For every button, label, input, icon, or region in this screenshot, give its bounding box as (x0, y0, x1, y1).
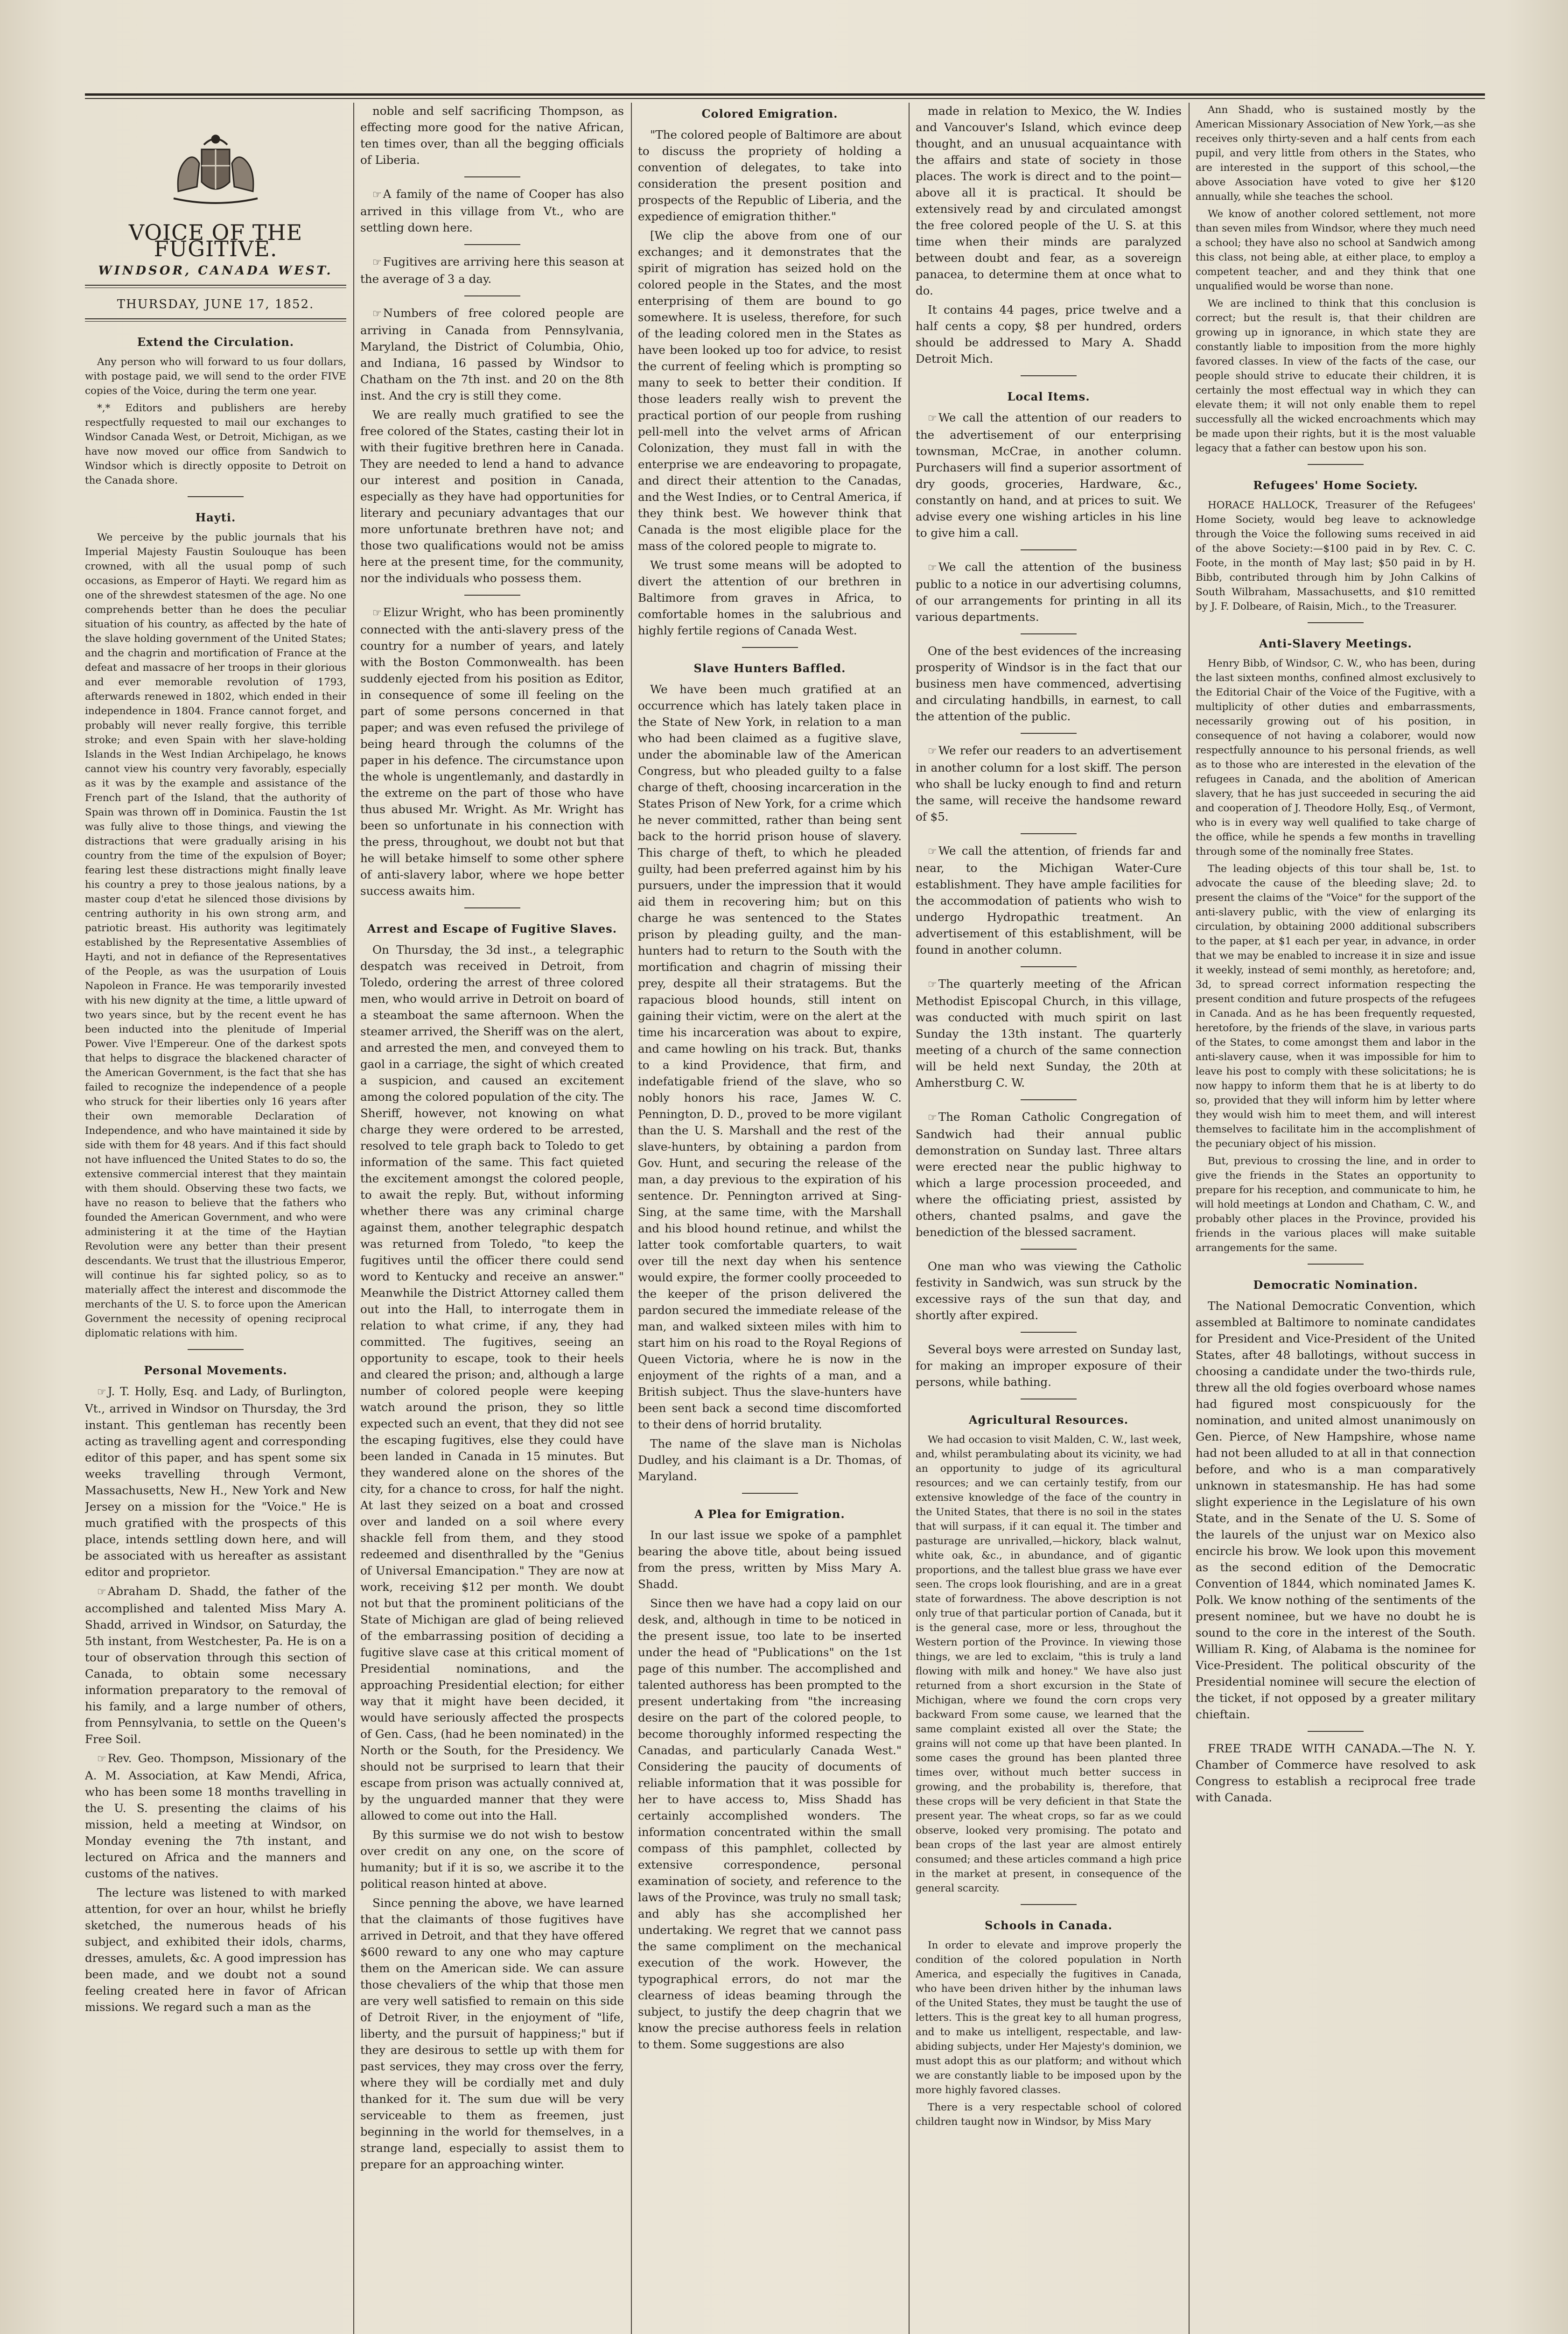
divider (1308, 1264, 1364, 1265)
article-paragraph: "The colored people of Baltimore are about to discuss the propriety of holding a convention of delegates, to take into consideration the present position and prospects of the Republic of Liberia, and the expedience of emigration thither." (638, 128, 902, 223)
article-paragraph: We know of another colored settlement, not more than seven miles from Windsor, where they much need a school; they have also no school at Sandwich among this class, not being able, at either place, to employ a competent teacher, and and they think that one unqualified would be worse than none. (1196, 208, 1476, 292)
divider (1021, 375, 1077, 376)
pointing-hand-icon: ☞ (372, 189, 381, 201)
divider (1021, 733, 1077, 734)
divider (188, 496, 244, 497)
article-paragraph (916, 976, 1182, 1091)
section-heading: Local Items. (1007, 390, 1090, 403)
column-rule (909, 103, 910, 2334)
divider (1021, 966, 1077, 967)
paragraph-text: The Roman Catholic Congregation of Sandwich had their annual public demonstration on Sunday last. Three altars were erected near the public highway to which a large procession proceeded, and where the officiating priest, assisted by others, chanted psalms, and gave the benediction of the blessed sacrament. (916, 1110, 1182, 1239)
divider (464, 244, 520, 245)
article-paragraph: One of the best evidences of the increasing prosperity of Windsor is in the fact that our business men have commenced, advertising and circulating handbills, in earnest, to call the attention of the public. (916, 644, 1182, 723)
article-paragraph: [We clip the above from one of our exchanges; and it demonstrates that the spirit of migration has seized hold on the colored people in the States, and the most enterprising of them are bound to go somewhere. It is useless, therefore, for such of the leading colored men in the States as have been looked up too for advice, to resist the current of feeling which is prompting so many to seek to better their condition. If those leaders really wish to prevent the practical portion of our people from rushing pell-mell into the velvet arms of African Colonization, they must fall in with the enterprise we are endeavoring to propagate, and direct their attention to the Canadas, and the West Indies, or to Central America, if they think best. We however think that Canada is the most eligible place for the mass of the colored people to migrate to. (638, 229, 902, 553)
article-paragraph: Any person who will forward to us four dollars, with postage paid, we will send to the order FIVE copies of the Voice, during the term one year. (85, 356, 346, 397)
divider (1021, 549, 1077, 550)
paragraph-text: Fugitives are arriving here this season at the average of 3 a day. (360, 255, 624, 286)
article-paragraph: There is a very respectable school of colored children taught now in Windsor, by Miss Mary (916, 2102, 1182, 2128)
article-paragraph: We have been much gratified at an occurrence which has lately taken place in the State of New York, in relation to a man who had been claimed as a fugitive slave, under the abominable law of the American Congress, but who pleaded guilty to a false charge of theft, choosing incarceration in the States Prison of New York, for a crime which he never committed, rather than being sent back to the horrid prison house of slavery. This charge of theft, to which he pleaded guilty, had been preferred against him by his pursuers, under the impression that it would aid them in recovering him; but on this charge he was sentenced to the States prison by pleading guilty, and the man-hunters had to return to the South with the mortification and chagrin of missing their prey, despite all their stratagems. But the rapacious blood hounds, still intent on gaining their victim, were on the alert at the time his incarceration was about to expire, and came howling on his track. But, thanks to a kind Providence, that firm, and indefatigable friend of the slave, who so nobly honors his race, James W. C. Pennington, D. D., proved to be more vigilant than the U. S. Marshall and the rest of the slave-hunters, by obtaining a pardon from Gov. Hunt, and securing the release of the man, a day previous to the expiration of his sentence. Dr. Pennington arrived at Sing-Sing, at the same time, with the Marshall and his blood hound retinue, and whilst the latter took comfortable quarters, to wait over till the next day when his sentence would expire, the former coolly proceeded to the keeper of the prison delivered the pardon secured the immediate release of the man, and walked sixteen miles with him to start him on his road to the Royal Regions of Queen Victoria, where he is now in the enjoyment of the rights of a man, and a British subject. Thus the slave-hunters have been sent back a second time discomforted to their dens of horrid brutality. (638, 682, 902, 1431)
article-paragraph: We had occasion to visit Malden, C. W., last week, and, whilst perambulating about its vicinity, we had an opportunity to judge of its agricultural resources; and we can certainly testify, from our extensive knowledge of the face of the country in the United States, that there is no soil in the states that will surpass, if it can equal it. The timber and pasturage are unrivalled,—hickory, black walnut, white oak, &c., in abundance, and of gigantic proportions, and the tallest blue grass we have ever seen. The crops look flourishing, and are in a great state of forwardness. The above description is not only true of that particular portion of Canada, but it is the general case, more or less, throughout the Western portion of the Province. In viewing those things, we are led to exclaim, "this is truly a land flowing with milk and honey." We have also just returned from a short excursion in the State of Michigan, where we found the corn crops very backward From some cause, we learned that the same complaint existed all over the State; the grains will not come up that have been planted. In some cases the ground has been planted three times over, without much better success in growing, and the probability is, therefore, that these crops will be very deficient in that State the present year. The wheat crops, so far as we could observe, looked very promising. The potato and bean crops of the last year are almost entirely consumed; and these articles command a high price in the market at present, in consequence of the general scarcity. (916, 1434, 1182, 1894)
paragraph-text: Abraham D. Shadd, the father of the accomplished and talented Miss Mary A. Shadd, arrived in Windsor, on Saturday, the 5th instant, from Westchester, Pa. He is on a tour of observation through this section of Canada, to obtain some necessary information preparatory to the removal of his family, and a large number of others, from Pennsylvania, to settle on the Queen's Free Soil. (85, 1584, 346, 1746)
pointing-hand-icon: ☞ (97, 1753, 106, 1765)
paragraph-text: Numbers of free colored people are arriving in Canada from Pennsylvania, Maryland, the District of Columbia, Ohio, and Indiana, 16 passed by Windsor to Chatham on the 7th inst. and 20 on the 8th inst. And the cry is still they come. (360, 306, 624, 402)
article-paragraph: Henry Bibb, of Windsor, C. W., who has been, during the last sixteen months, confined almost exclusively to the Editorial Chair of the Voice of the Fugitive, with a multiplicity of other duties and embarrassments, necessarily growing out of his position, in consequence of not having a colaborer, would now respectfully announce to his personal friends, as well as to those who are interested in the elevation of the refugees in Canada, and the abolition of American slavery, that he has just succeeded in securing the aid and cooperation of J. Theodore Holly, Esq., of Vermont, who is in every way well qualified to take charge of the office, while he spends a few months in travelling through some of the nominally free States. (1196, 658, 1476, 858)
pointing-hand-icon: ☞ (372, 308, 381, 320)
pointing-hand-icon: ☞ (928, 413, 937, 424)
article-paragraph (360, 305, 624, 404)
royal-coat-of-arms-icon (150, 131, 281, 210)
newspaper-location: WINDSOR, CANADA WEST. (98, 264, 333, 278)
top-rule (85, 93, 1485, 96)
section-heading: Refugees' Home Society. (1253, 478, 1418, 492)
divider (1021, 1332, 1077, 1333)
article-paragraph: On Thursday, the 3d inst., a telegraphic despatch was received in Detroit, from Toledo, ordering the arrest of three colored men, who would arrive in Detroit on board of a steamboat the same afternoon. When the steamer arrived, the Sheriff was on the alert, and arrested the men, and conveyed them to gaol in a carriage, the sight of which created a suspicion, and caused an excitement among the colored population of the city. The Sheriff, however, not knowing on what charge they were ordered to be arrested, resolved to tele graph back to Toledo to get information of the same. This fact quieted the excitement amongst the colored people, to await the reply. But, without informing whether there was any criminal charge against them, another telegraphic despatch was returned from Toledo, "to keep the fugitives until the officer there could send word to Kentucky and receive an answer." Meanwhile the District Attorney called them out into the Hall, to interrogate them in relation to what crime, if any, they had committed. The fugitives, seeing an opportunity to escape, took to their heels and cleared the prison; and, although a large number of colored people were keeping watch around the prison, they so little expected such an event, that they did not see the escaping fugitives, else they could have been landed in Canada in 15 minutes. But they wandered alone on the shores of the city, for a chance to cross, for half the night. At last they seized on a boat and crossed over and landed on a soil where every shackle fell from them, and they stood redeemed and disenthralled by the "Genius of Universal Emancipation." They are now at work, receiving $12 per month. We doubt not but that the prominent politicians of the State of Michigan are glad of being relieved of the embarrassing position of deciding a fugitive slave case at this critical moment of Presidential nominations, and the approaching Presidential election; for either way that it might have been decided, it would have seriously affected the prospects of Gen. Cass, (had he been nominated) in the North or the South, for the Presidency. We should not be surprised to learn that their escape from prison was actually connived at, by the unguarded manner that they were allowed to come out into the Hall. (360, 943, 624, 1822)
divider (742, 647, 798, 648)
column-rule (1189, 103, 1190, 2334)
divider (1021, 1904, 1077, 1905)
article-paragraph (916, 1109, 1182, 1240)
section-heading: Democratic Nomination. (1253, 1278, 1418, 1292)
article-paragraph (85, 1383, 346, 1580)
article-paragraph: Since penning the above, we have learned that the claimants of those fugitives have arrived in Detroit, and that they have offered $600 reward to any one who may capture them on the American side. We can assure those chevaliers of the whip that those men are very well satisfied to remain on this side of Detroit River, in the enjoyment of "life, liberty, and the pursuit of happiness;" but if they are desirous to settle up with them for past services, they may cross over the ferry, where they will be cordially met and duly thanked for it. The sum due will be very serviceable to them as freemen, just beginning in the world for themselves, in a strange land, especially to assist them to prepare for an approaching winter. (360, 1896, 624, 2171)
issue-date: THURSDAY, JUNE 17, 1852. (117, 297, 315, 311)
paragraph-text: We call the attention of the business public to a notice in our advertising columns, of our arrangements for printing in all its various departments. (916, 560, 1182, 624)
page-frame (85, 93, 1485, 2334)
article-paragraph: HORACE HALLOCK, Treasurer of the Refugees' Home Society, would beg leave to acknowledge through the Voice the following sums received in aid of the above Society:—$100 paid in by Rev. C. C. Foote, in the month of May last; $50 paid in by H. Bibb, contributed through him by John Calkins of South Wilbraham, Massachusetts, and $10 remitted by J. F. Dolbeare, of Raisin, Mich., to the Treasurer. (1196, 499, 1476, 612)
article-paragraph: Ann Shadd, who is sustained mostly by the American Missionary Association of New York,—as she receives only thirty-seven and a half cents from each pupil, and very little from others in the States, who are interested in the support of this school,—the above Association have voted to give her $120 annually, while she teaches the school. (1196, 104, 1476, 203)
pointing-hand-icon: ☞ (97, 1586, 106, 1598)
section-heading: Personal Movements. (144, 1364, 287, 1377)
article-paragraph: But, previous to crossing the line, and in order to give the friends in the States an opportunity to prepare for his reception, and communicate to him, he will hold meetings at London and Chatham, C. W., and probably other places in the Province, provided his friends in the various places will make suitable arrangements for the same. (1196, 1155, 1476, 1254)
divider (1308, 464, 1364, 465)
article-paragraph (916, 559, 1182, 625)
column-2 (360, 103, 624, 2334)
pointing-hand-icon: ☞ (928, 979, 937, 991)
paragraph-text: We refer our readers to an advertisement in another column for a lost skiff. The person who shall be lucky enough to find and return the same, will receive the handsome reward of $5. (916, 744, 1182, 823)
section-heading: Agricultural Resources. (968, 1413, 1129, 1427)
column-rule (631, 103, 632, 2334)
newspaper-title: VOICE OF THE FUGITIVE. (128, 220, 303, 261)
pointing-hand-icon: ☞ (372, 257, 381, 268)
pointing-hand-icon: ☞ (928, 846, 937, 858)
paragraph-text: The quarterly meeting of the African Methodist Episcopal Church, in this village, was conducted with much spirit on last Sunday the 13th instant. The quarterly meeting of a church of the same connection will be held next Sunday, the 20th at Amherstburg C. W. (916, 977, 1182, 1090)
pointing-hand-icon: ☞ (97, 1386, 106, 1398)
paragraph-text: J. T. Holly, Esq. and Lady, of Burlington, Vt., arrived in Windsor on Thursday, the 3rd instant. This gentleman has recently been acting as travelling agent and corresponding editor of this paper, and has spent some six weeks travelling through Vermont, Massachusetts, New H., New York and New Jersey on a mission for the "Voice." He is much gratified with the prospects of this place, intends settling down here, and will be associated with us hereafter as assistant editor and proprietor. (85, 1385, 346, 1579)
article-paragraph: Since then we have had a copy laid on our desk, and, although in time to be noticed in the present issue, too late to be inserted under the head of "Publications" on the 1st page of this number. The accomplished and talented authoress has been prompted to the present undertaking from "the increasing desire on the part of the colored people, to become thoroughly informed respecting the Canadas, and particularly Canada West." Considering the paucity of documents of reliable information that it was possible for her to have access to, Miss Shadd has certainly accomplished wonders. The information concentrated within the small compass of this pamphlet, collected by extensive correspondence, personal examination of society, and reference to the laws of the Province, was truly no small task; and ably has she accomplished her undertaking. We regret that we cannot pass the same compliment on the mechanical execution of the work. However, the typographical errors, do not mar the clearness of ideas beaming through the subject, to justify the deep chagrin that we know the precise authoress feels in relation to them. Some suggestions are also (638, 1596, 902, 2051)
divider (464, 176, 520, 177)
divider (1308, 1731, 1364, 1732)
divider (1308, 622, 1364, 623)
top-rule-thin (85, 98, 1485, 99)
paragraph-text: Rev. Geo. Thompson, Missionary of the A. M. Association, at Kaw Mendi, Africa, who has been some 18 months travelling in the U. S. presenting the claims of his mission, held a meeting at Windsor, on Monday evening the 7th instant, and lectured on Africa and the manners and customs of the natives. (85, 1751, 346, 1880)
pointing-hand-icon: ☞ (928, 745, 937, 757)
article-paragraph: By this surmise we do not wish to bestow over credit on any one, on the score of humanity; but if it is so, we ascribe it to the political reason hinted at above. (360, 1828, 624, 1891)
article-paragraph: The name of the slave man is Nicholas Dudley, and his claimant is a Dr. Thomas, of Maryland. (638, 1437, 902, 1483)
article-paragraph (360, 253, 624, 287)
section-heading: Extend the Circulation. (137, 335, 294, 349)
column-3 (638, 103, 902, 2334)
paragraph-text: Elizur Wright, who has been prominently connected with the anti-slavery press of the country for a number of years, and lately with the Boston Commonwealth. has been suddenly ejected from his position as Editor, in consequence of some ill feeling on the part of some persons concerned in that paper; and was even refused the privilege of being heard through the columns of the paper in his defence. The circumstance upon the whole is ungentlemanly, and dastardly in the extreme on the part of those who have thus abused Mr. Wright. As Mr. Wright has been so unfortunate in his connection with the press, throughout, we doubt not but that he will betake himself to some other sphere of anti-slavery labor, where we hope better success awaits him. (360, 605, 624, 898)
article-paragraph: We perceive by the public journals that his Imperial Majesty Faustin Soulouque has been crowned, with all the usual pomp of such occasions, as Emperor of Hayti. We regard him as one of the shrewdest statesmen of the age. No one comprehends better than he does the peculiar situation of his country, as affected by the hate of the slave holding government of the United States; and the chagrin and mortification of France at the defeat and massacre of her troops in their glorious and ever memorable revolution of 1793, afterwards renewed in 1802, which ended in their independence in 1804. France cannot forget, and probably will never really forgive, this terrible stroke; and even Spain with her slave-holding Islands in the West Indian Archipelago, he knows cannot view his country very favorably, especially as it was by the example and assistance of the French part of the Island, that the authority of Spain was thrown off in Dominica. Faustin the 1st was fully alive to those things, and viewing the distractions that were gradually arising in his country from the time of the expulsion of Boyer; fearing lest these distractions might finally leave his country a prey to those jealous nations, by a master coup d'etat he silenced those divisions by centring authority in his own strong arm, and patriotic breast. His authority was legitimately established by the Representative Assemblies of Hayti, and not in defiance of the Representatives of the People, as was the usurpation of Louis Napoleon in France. He was temporarily invested with his new dignity at the time, a little upward of two years since, but by the recent event he has been inducted into the plenitude of Imperial Power. Vive l'Empereur. One of the darkest spots that helps to disgrace the blackened character of the American Government, is the fact that she has failed to recognize the independence of a people who struck for their liberties only 16 years after their own memorable Declaration of Independence, and who have maintained it side by side with them for 48 years. And if this fact should not have influenced the United States to do so, the extensive commercial interest that they maintain with them should. Observing these two facts, we have no reason to believe that the fathers who founded the American Government, and who were administering it at the time of the Haytian Revolution were any better than their present descendants. We trust that the illustrious Emperor, will continue his far sighted policy, so as to materially affect the interest and discommode the merchants of the U. S. to force upon the American Government the necessity of opening reciprocal diplomatic relations with him. (85, 532, 346, 1339)
section-heading: Arrest and Escape of Fugitive Slaves. (367, 922, 617, 935)
article-paragraph: The lecture was listened to with marked attention, for over an hour, whilst he briefly sketched, the numerous heads of his subject, and exhibited their idols, charms, dresses, amulets, &c. A good impression has been made, and we doubt not a sound feeling created here in favor of African missions. We regard such a man as the (85, 1886, 346, 2014)
divider (1021, 1249, 1077, 1250)
article-paragraph: In order to elevate and improve properly the condition of the colored population in North America, and especially the fugitives in Canada, who have been driven hither by the inhuman laws of the United States, they must be taught the use of letters. This is the great key to all human progress, and to make us intelligent, respectable, and law-abiding subjects, under Her Majesty's dominion, we must adopt this as our platform; and without which we are constantly liable to be imposed upon by the more highly favored classes. (916, 1940, 1182, 2096)
article-paragraph (360, 604, 624, 899)
article-paragraph: noble and self sacrificing Thompson, as effecting more good for the native African, ten times over, than all the begging officials of Liberia. (360, 104, 624, 167)
masthead-rule (85, 318, 346, 322)
article-paragraph: In our last issue we spoke of a pamphlet bearing the above title, about being issued from the press, written by Miss Mary A. Shadd. (638, 1528, 902, 1591)
divider (464, 595, 520, 596)
paragraph-text: We call the attention of our readers to the advertisement of our enterprising townsman, McCrae, in another column. Purchasers will find a superior assortment of dry goods, groceries, Hardware, &c., constantly on hand, and at prices to suit. We advise every one wishing articles in his line to give him a call. (916, 411, 1182, 540)
article-paragraph: The leading objects of this tour shall be, 1st. to advocate the cause of the bleeding slave; 2d. to present the claims of the "Voice" for the support of the anti-slavery public, with the view of enlarging its circulation, by obtaining 2000 additional subscribers to the paper, at $1 each per year, in advance, in order that we may be enabled to increase it in size and issue it weekly, instead of semi monthly, as heretofore; and, 3d, to spread correct information respecting the present condition and future prospects of the refugees in Canada. And as he has been frequently requested, heretofore, by the friends of the slave, in various parts of the States, to come amongst them and labor in the anti-slavery cause, when it was impossible for him to leave his post to comply with these solicitations; he is now happy to inform them that he is at liberty to do so, provided that they will inform him by letter where they would wish him to meet them, and will interest themselves to facilitate him in the accomplishment of the pecuniary object of his mission. (1196, 863, 1476, 1150)
masthead (85, 103, 346, 322)
article-paragraph (916, 843, 1182, 958)
section-heading: Hayti. (195, 511, 236, 524)
article-paragraph: The National Democratic Convention, which assembled at Baltimore to nominate candidates for President and Vice-President of the United States, after 48 ballotings, without success in choosing a candidate under the two-thirds rule, threw all the old fogies overboard whose names had figured most conspicuously for the nomination, and united almost unanimously on Gen. Pierce, of New Hampshire, whose name had not been alluded to at all in that connection before, and who is a man comparatively unknown in statesmanship. He has had some slight experience in the Legislature of his own State, and in the Senate of the U. S. Some of the laurels of the unjust war on Mexico also encircle his brow. We look upon this movement as the second edition of the Democratic Convention of 1844, which nominated James K. Polk. We know nothing of the sentiments of the present nominee, but we have no doubt he is sound to the core in the interest of the South. William R. King, of Alabama is the nominee for Vice-President. The political obscurity of the Presidential nominee will secure the election of the ticket, if not opposed by a greater military chieftain. (1196, 1299, 1476, 1721)
divider (188, 1349, 244, 1350)
article-paragraph: Several boys were arrested on Sunday last, for making an improper exposure of their persons, while bathing. (916, 1343, 1182, 1389)
pointing-hand-icon: ☞ (928, 562, 937, 574)
section-heading: Colored Emigration. (701, 107, 838, 120)
article-paragraph: We are inclined to think that this conclusion is correct; but the result is, that their children are growing up in ignorance, in which state they are constantly liable to imposition from the more highly favored classes. In view of the facts of the case, our people should strive to educate their children, it is certainly the most effectual way in which they can elevate them; it will not only enable them to repel successfully all the wicked encroachments which may be made upon their rights, but it is the most valuable legacy that a father can bestow upon his son. (1196, 298, 1476, 454)
divider (742, 1493, 798, 1494)
article-paragraph (916, 409, 1182, 541)
column-rule (353, 103, 354, 2334)
article-paragraph (85, 1750, 346, 1882)
paragraph-text: A family of the name of Cooper has also arrived in this village from Vt., who are settling down here. (360, 187, 624, 234)
article-paragraph: made in relation to Mexico, the W. Indies and Vancouver's Island, which evince deep thought, and an unusual acquaintance with the affairs and state of society in those places. The work is direct and to the point—above all it is practical. It should be extensively read by and circulated amongst the free colored people of the U. S. at this time when their minds are paralyzed between doubt and fear, as a sovereign panacea, to determine them at once what to do. (916, 104, 1182, 297)
divider (1021, 633, 1077, 634)
column-5 (1196, 103, 1476, 2334)
section-heading: Schools in Canada. (985, 1919, 1113, 1932)
divider (464, 295, 520, 296)
section-heading: A Plea for Emigration. (694, 1507, 845, 1521)
section-heading: Anti-Slavery Meetings. (1259, 637, 1412, 650)
paragraph-text: We call the attention, of friends far and near, to the Michigan Water-Cure establishment. They have ample facilities for the accommodation of patients who wish to undergo Hydropathic treatment. An advertisement of this establishment, will be found in another column. (916, 844, 1182, 956)
article-paragraph: One man who was viewing the Catholic festivity in Sandwich, was sun struck by the excessive rays of the sun that day, and shortly after expired. (916, 1259, 1182, 1322)
pointing-hand-icon: ☞ (928, 1112, 937, 1124)
article-paragraph (360, 186, 624, 236)
article-paragraph: We are really much gratified to see the free colored of the States, casting their lot in with their fugitive brethren here in Canada. They are needed to lend a hand to advance our interest and position in Canada, especially as they have had opportunities for literary and pecuniary advantages that our more unfortunate brethren have not; and those two qualifications would not be amiss here at the present time, for the community, nor the individuals who possess them. (360, 408, 624, 585)
divider (464, 907, 520, 908)
article-paragraph: We trust some means will be adopted to divert the attention of our brethren in Baltimore from graves in Africa, to comfortable homes in the salubrious and highly fertile regions of Canada West. (638, 558, 902, 637)
column-4 (916, 103, 1182, 2334)
divider (1021, 1099, 1077, 1100)
pointing-hand-icon: ☞ (372, 607, 381, 619)
article-paragraph: It contains 44 pages, price twelve and a half cents a copy, $8 per hundred, orders should be addressed to Mary A. Shadd Detroit Mich. (916, 303, 1182, 366)
article-paragraph: FREE TRADE WITH CANADA.—The N. Y. Chamber of Commerce have resolved to ask Congress to establish a reciprocal free trade with Canada. (1196, 1742, 1476, 1804)
article-paragraph: *,* Editors and publishers are hereby respectfully requested to mail our exchanges to Windsor Canada West, or Detroit, Michigan, as we have now moved our office from Sandwich to Windsor which is directly opposite to Detroit on the Canada shore. (85, 402, 346, 486)
divider (1021, 833, 1077, 834)
article-paragraph (916, 742, 1182, 825)
column-1 (85, 103, 346, 2334)
article-paragraph (85, 1583, 346, 1747)
section-heading: Slave Hunters Baffled. (693, 661, 846, 675)
masthead-rule (85, 285, 346, 288)
